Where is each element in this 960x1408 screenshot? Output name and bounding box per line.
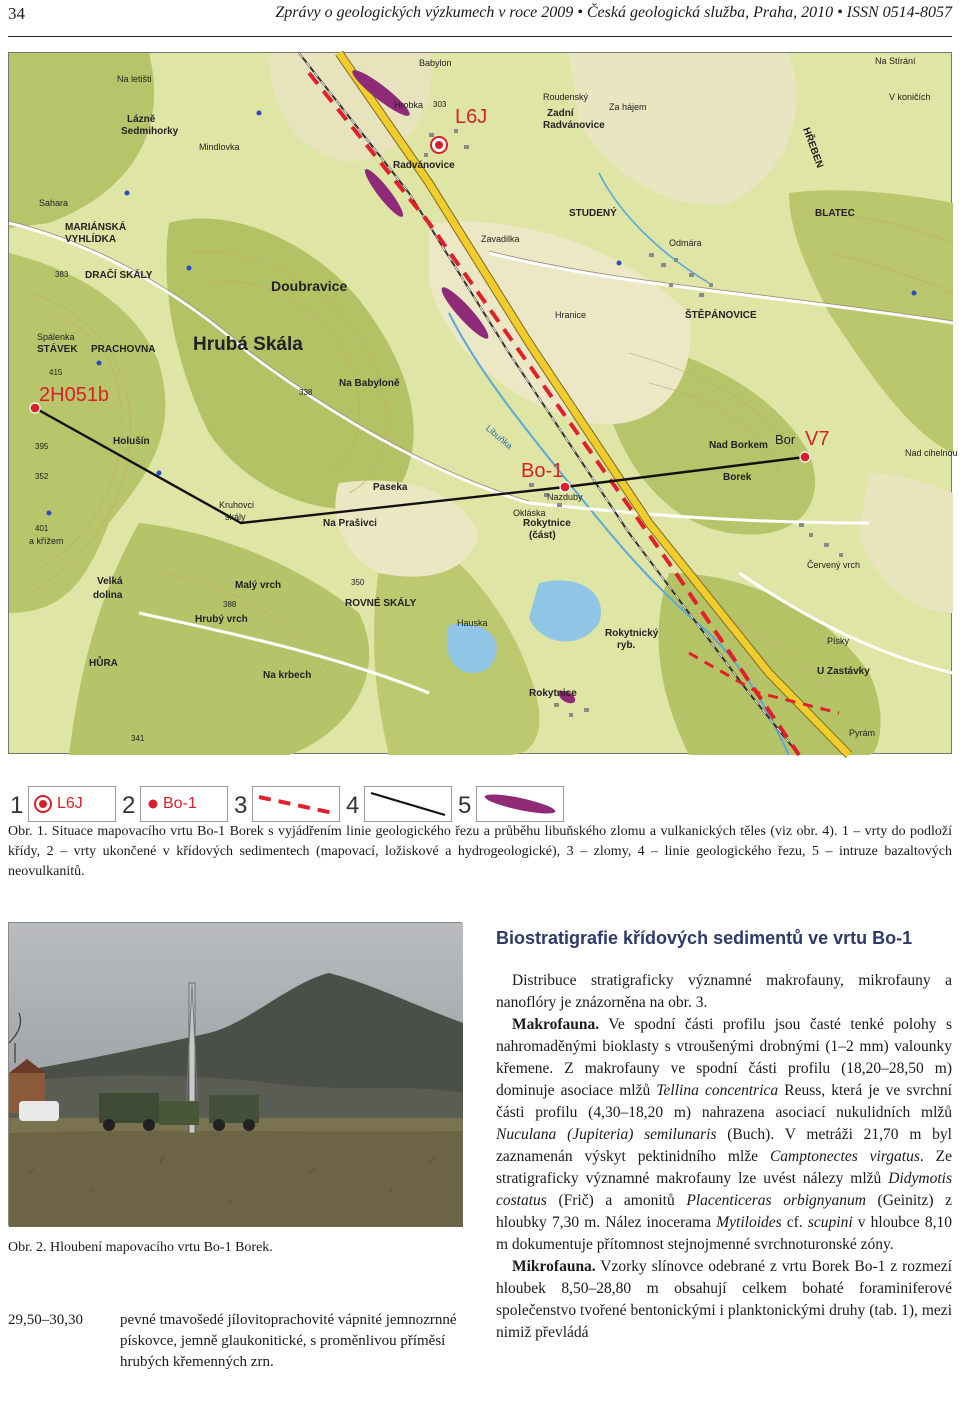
map-label: DRAČÍ SKÁLY (85, 270, 153, 281)
borehole-v7-marker (800, 452, 810, 462)
map-label: Odmára (669, 238, 702, 248)
map-label: Nazduby (547, 492, 583, 502)
map-label: Nad Borkem (709, 440, 768, 451)
legend-item-fault (252, 786, 340, 822)
map-label: STUDENÝ (569, 208, 617, 219)
borehole-label-bo1: Bo-1 (521, 460, 564, 482)
map-label: Zadní (547, 108, 574, 119)
legend-label: Bo-1 (163, 795, 197, 812)
map-label: Na Stírání (875, 56, 916, 66)
map-label: Na Babyloně (339, 378, 400, 389)
section-line-icon (365, 787, 451, 821)
legend-item-borehole-bedrock (28, 786, 116, 822)
borehole-bo1-marker (560, 482, 570, 492)
paragraph-text: Vzorky slínovce odebrané z vrtu Borek Bo-1 z rozmezí hloubek 8,50–28,80 m obsahují celkem bohaté foraminiferové společenstvo tvořené bentonickými i planktonickými druhy (tab. 1), mezi nimiž převládá (496, 1258, 952, 1341)
legend-label: L6J (57, 795, 83, 812)
mikrofauna-paragraph (496, 1256, 952, 1344)
paragraph-text: v hloubce 8,10 m dokumentuje přítomnost stejnojmenné svrchnoturonské zóny. (496, 1214, 953, 1253)
map-label: Sedmihorky (121, 126, 179, 137)
page-number: 34 (8, 4, 25, 23)
map-label: Babylon (419, 58, 452, 68)
map-label: Roudenský (543, 92, 589, 102)
spot-height: 352 (35, 472, 49, 481)
field-area (859, 473, 953, 613)
map-label: V koničích (889, 92, 931, 102)
intro-paragraph (496, 970, 952, 1014)
mikrofauna-heading: Mikrofauna. (512, 1258, 596, 1275)
spot-height: 395 (35, 442, 49, 451)
map-label: dolina (93, 590, 123, 601)
map-label: Rokytnice (523, 518, 571, 529)
forest-area (789, 190, 953, 453)
body-text-column (496, 970, 952, 1344)
map-label: Zavadilka (481, 234, 520, 244)
figure-2-caption: Obr. 2. Hloubení mapovacího vrtu Bo-1 Borek. (8, 1240, 273, 1255)
pond (529, 580, 601, 641)
map-label: ryb. (617, 640, 636, 651)
map-label: Na krbech (263, 670, 312, 681)
map-label: Hranice (555, 310, 587, 320)
map-label: Rokytnický (605, 628, 659, 639)
map-label: HŘEBEN (800, 126, 825, 170)
map-label: (část) (529, 530, 556, 541)
map-label: Červený vrch (807, 560, 861, 570)
paragraph-text: Ve spodní části profilu jsou časté tenké polohy s nahromaděnými bioklasty s vtroušenými drobnými (1–2 mm) valounky křemene. Z makrofauny ve spodní části profilu (18,20–28,50 m) dominuje asociace mlžů (496, 1016, 952, 1099)
taxon-name: Didymotis costatus (496, 1170, 952, 1209)
map-label: Doubravice (271, 278, 348, 294)
map-label: Hauska (457, 618, 488, 628)
spot-height: 388 (223, 600, 237, 609)
taxon-name: Tellina concentrica (656, 1082, 779, 1099)
map-label: Malý vrch (235, 580, 282, 591)
journal-title: Zprávy o geologických výzkumech v roce 2009 • Česká geologická služba, Praha, 2010 • ISSN 0514-8057 (275, 4, 952, 21)
map-label: Lázně (127, 114, 156, 125)
map-label: Sahara (39, 198, 69, 208)
map-label: Bor (775, 432, 796, 447)
map-label: Hrobka (394, 100, 424, 110)
map-label: Libuňka (483, 423, 515, 452)
map-label: Paseka (373, 482, 408, 493)
map-label: Okláska (513, 508, 546, 518)
legend-number: 2 (122, 792, 136, 819)
legend-number: 4 (346, 792, 360, 819)
map-label: ROVNÉ SKÁLY (345, 598, 417, 609)
map-label: STÁVEK (37, 344, 78, 355)
map-label: skály (225, 512, 246, 522)
taxon-name: Camptonectes virgatus (769, 1148, 920, 1165)
legend-item-intrusion (476, 786, 564, 822)
map-label: Nad cihelnou (905, 448, 958, 458)
borehole-label-v7: V7 (805, 428, 830, 450)
taxon-name: scupini (807, 1214, 853, 1231)
geological-map (8, 52, 958, 754)
map-label: Hrubý vrch (195, 614, 248, 625)
paragraph-text: (Frič) a amonitů (546, 1192, 687, 1209)
makrofauna-paragraph (496, 1014, 952, 1256)
drilling-photo (8, 922, 462, 1226)
map-label: Velká (97, 576, 123, 587)
map-label: Radvánovice (393, 160, 455, 171)
paragraph-text: . Ze stratigraficky významné makrofauny lze uvést nálezy mlžů (496, 1148, 952, 1187)
legend-number: 1 (10, 792, 24, 819)
layer-depth: 29,50–30,30 (8, 1312, 83, 1328)
spot-height: 401 (35, 524, 49, 533)
intro-text: Distribuce stratigraficky významné makrofauny, mikrofauny a nanoflóry je znázorněna na obr. 3. (496, 972, 952, 1011)
map-label: MARIÁNSKÁ (65, 222, 127, 233)
map-label: Hrubá Skála (193, 334, 303, 355)
borehole-label-l6j: L6J (455, 106, 488, 128)
map-label: Za hájem (609, 102, 647, 112)
map-label: ŠTĚPÁNOVICE (685, 310, 757, 321)
map-label: Pyrám (849, 728, 876, 738)
map-label: Na Prašivci (323, 518, 377, 529)
map-label: BLATEC (815, 208, 855, 219)
map-label: Na letišti (117, 74, 152, 84)
borehole-l6j-marker (431, 137, 447, 153)
legend-number: 3 (234, 792, 248, 819)
taxon-name: Placenticeras orbignyanum (686, 1192, 866, 1209)
figure-1-caption: Obr. 1. Situace mapovacího vrtu Bo-1 Borek s vyjádřením linie geologického řezu a průběhu libuňského zlomu a vulkanických těles (viz obr. 4). 1 – vrty do podloží křídy, 2 – vrty ukončené v křídových sedimentech (mapovací, ložiskové a hydrogeologické), 3 – zlomy, 4 – linie geologického řezu, 5 – intruze bazaltových neovulkanitů. (8, 824, 952, 879)
paragraph-text: (Geinitz) z hloubky 7,30 m. Nález inocerama (496, 1192, 952, 1231)
spot-height: 303 (433, 100, 447, 109)
spot-height: 415 (49, 368, 63, 377)
map-label: a křížem (29, 536, 64, 546)
map-label: Holušín (113, 436, 150, 447)
basalt-intrusion (361, 166, 407, 221)
spot-height: 338 (299, 388, 313, 397)
map-label: PRACHOVNA (91, 344, 156, 355)
map-label: VYHLÍDKA (65, 234, 117, 245)
legend-item-section-line (364, 786, 452, 822)
layer-description: pevné tmavošedé jílovitoprachovité vápnité jemnozrnné pískovce, jemně glaukonitické, s proměnlivou příměsí hrubých křemenných zrn. (120, 1312, 457, 1370)
map-label: Mindlovka (199, 142, 240, 152)
taxon-name: Nuculana (Jupiteria) semilunaris (496, 1126, 717, 1143)
drilling-photo-drawing (9, 923, 463, 1227)
map-legend (8, 778, 568, 824)
page-header (8, 0, 952, 37)
spot-height: 350 (351, 578, 365, 587)
paragraph-text: cf. (781, 1214, 808, 1231)
map-label: U Zastávky (817, 666, 870, 677)
taxon-name: Mytiloides (716, 1214, 782, 1231)
borehole-label-2h051b: 2H051b (39, 384, 110, 406)
spot-height: 383 (55, 270, 69, 279)
map-label: HŮRA (89, 658, 118, 669)
legend-number: 5 (458, 792, 472, 819)
map-label: Spálenka (37, 332, 75, 342)
paragraph-text: (Buch). V metráži 21,70 m byl zaznamenán výskyt pektinidního mlže (496, 1126, 952, 1165)
makrofauna-heading: Makrofauna. (512, 1016, 600, 1033)
fault-line-icon (253, 787, 339, 821)
spot-height: 341 (131, 734, 145, 743)
map-label: Borek (723, 472, 752, 483)
map-label: Rokytnice (529, 688, 577, 699)
map-label: Radvánovice (543, 120, 605, 131)
map-label: Kruhovci (219, 500, 255, 510)
intrusion-icon (477, 787, 563, 821)
section-title: Biostratigrafie křídových sedimentů ve vrtu Bo-1 (496, 928, 913, 948)
map-label: Písky (827, 636, 850, 646)
forest-area (69, 523, 369, 755)
paragraph-text: Reuss, která je ve svrchní části profilu (4,30–18,20 m) nahrazena asociací nukulidních mlžů (496, 1082, 952, 1121)
legend-item-borehole-cretaceous (140, 786, 228, 822)
